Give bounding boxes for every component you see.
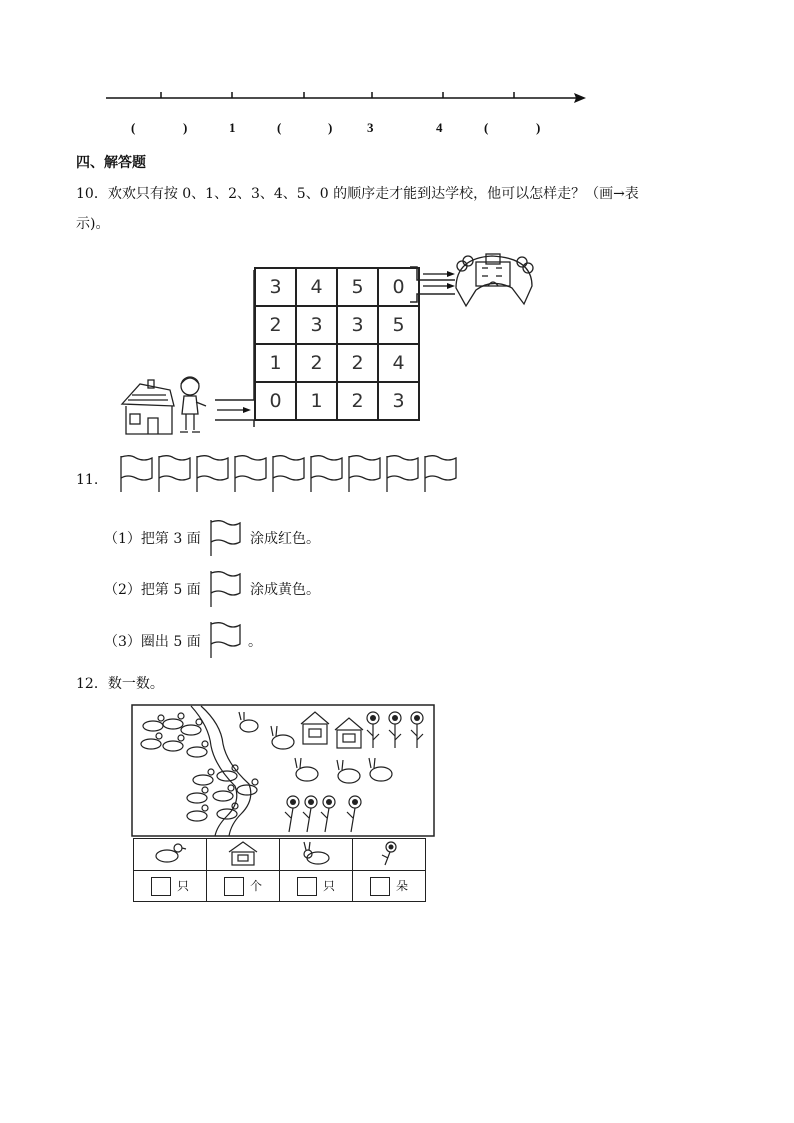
answer-box[interactable] (297, 877, 317, 896)
question-11-item-1-end: 涂成红色。 (250, 531, 320, 547)
flag-row (118, 454, 458, 494)
answer-box[interactable] (224, 877, 244, 896)
rabbit-icon (298, 840, 334, 866)
maze-cell: 0 (378, 268, 419, 306)
house-icon (301, 712, 363, 748)
unit-label: 只 (322, 878, 335, 893)
duck-icon (141, 713, 258, 821)
maze-cell: 3 (255, 268, 296, 306)
duck-icon (152, 841, 188, 865)
maze-cell: 2 (296, 344, 337, 382)
flag-icon (208, 620, 242, 660)
flag-icon (384, 454, 420, 494)
maze-cell: 2 (255, 306, 296, 344)
maze-cell: 2 (337, 382, 378, 420)
house-and-boy-illustration (118, 370, 218, 440)
maze-cell: 4 (296, 268, 337, 306)
question-11-item-2-end: 涂成黄色。 (250, 582, 320, 598)
answer-box[interactable] (151, 877, 171, 896)
item-text: （3）圈出 5 面 (104, 634, 201, 650)
unit-label: 个 (249, 878, 262, 893)
number-line-label: 4 (436, 120, 443, 135)
item-text: （2）把第 5 面 (104, 582, 201, 598)
flag-icon (208, 518, 242, 558)
number-line-label: 1 (229, 120, 236, 135)
number-line-label: ( (484, 120, 489, 135)
table-cell (134, 871, 207, 902)
flag-icon (118, 454, 154, 494)
table-cell (207, 871, 280, 902)
number-line-label: ) (328, 120, 333, 135)
maze-cell: 2 (337, 344, 378, 382)
flag-icon (232, 454, 268, 494)
number-line-label: ) (536, 120, 541, 135)
flag-icon (156, 454, 192, 494)
counting-answer-table (133, 838, 426, 902)
flag-icon (422, 454, 458, 494)
maze-cell: 1 (296, 382, 337, 420)
question-11-item-1 (104, 529, 201, 549)
table-cell (353, 871, 426, 902)
school-illustration (452, 248, 540, 310)
flag-icon (308, 454, 344, 494)
unit-label: 只 (176, 878, 189, 893)
question-10-text-cont: 示)。 (76, 216, 110, 232)
maze-cell: 3 (296, 306, 337, 344)
maze-cell: 3 (337, 306, 378, 344)
question-11-item-3-end: 。 (248, 634, 262, 650)
question-11-item-2 (104, 580, 201, 600)
maze-cell: 0 (255, 382, 296, 420)
table-cell (207, 839, 280, 871)
flower-icon (375, 839, 403, 867)
maze-paths (205, 262, 465, 432)
flag-icon (346, 454, 382, 494)
answer-box[interactable] (370, 877, 390, 896)
question-11-number: 11. (76, 472, 99, 488)
number-line (100, 86, 590, 110)
maze-cell: 5 (378, 306, 419, 344)
item-text: （1）把第 3 面 (104, 531, 201, 547)
table-cell (280, 839, 353, 871)
flag-icon (208, 569, 242, 609)
maze-cell: 4 (378, 344, 419, 382)
maze-cell: 1 (255, 344, 296, 382)
flag-icon (270, 454, 306, 494)
flag-icon (194, 454, 230, 494)
table-cell (280, 871, 353, 902)
house-icon (227, 840, 259, 866)
maze-cell: 5 (337, 268, 378, 306)
table-cell (134, 839, 207, 871)
number-line-label: ) (183, 120, 188, 135)
unit-label: 朵 (395, 878, 408, 893)
section-heading: 四、解答题 (76, 155, 146, 171)
question-10-text: 10．欢欢只有按 0、1、2、3、4、5、0 的顺序走才能到达学校，他可以怎样走？（画→表 (76, 186, 639, 202)
counting-picture (131, 704, 435, 838)
table-cell (353, 839, 426, 871)
number-line-label: ( (277, 120, 282, 135)
number-line-label: ( (131, 120, 136, 135)
maze-cell: 3 (378, 382, 419, 420)
number-line-label: 3 (367, 120, 374, 135)
question-11-item-3 (104, 632, 201, 652)
question-12-title: 12．数一数。 (76, 676, 164, 692)
